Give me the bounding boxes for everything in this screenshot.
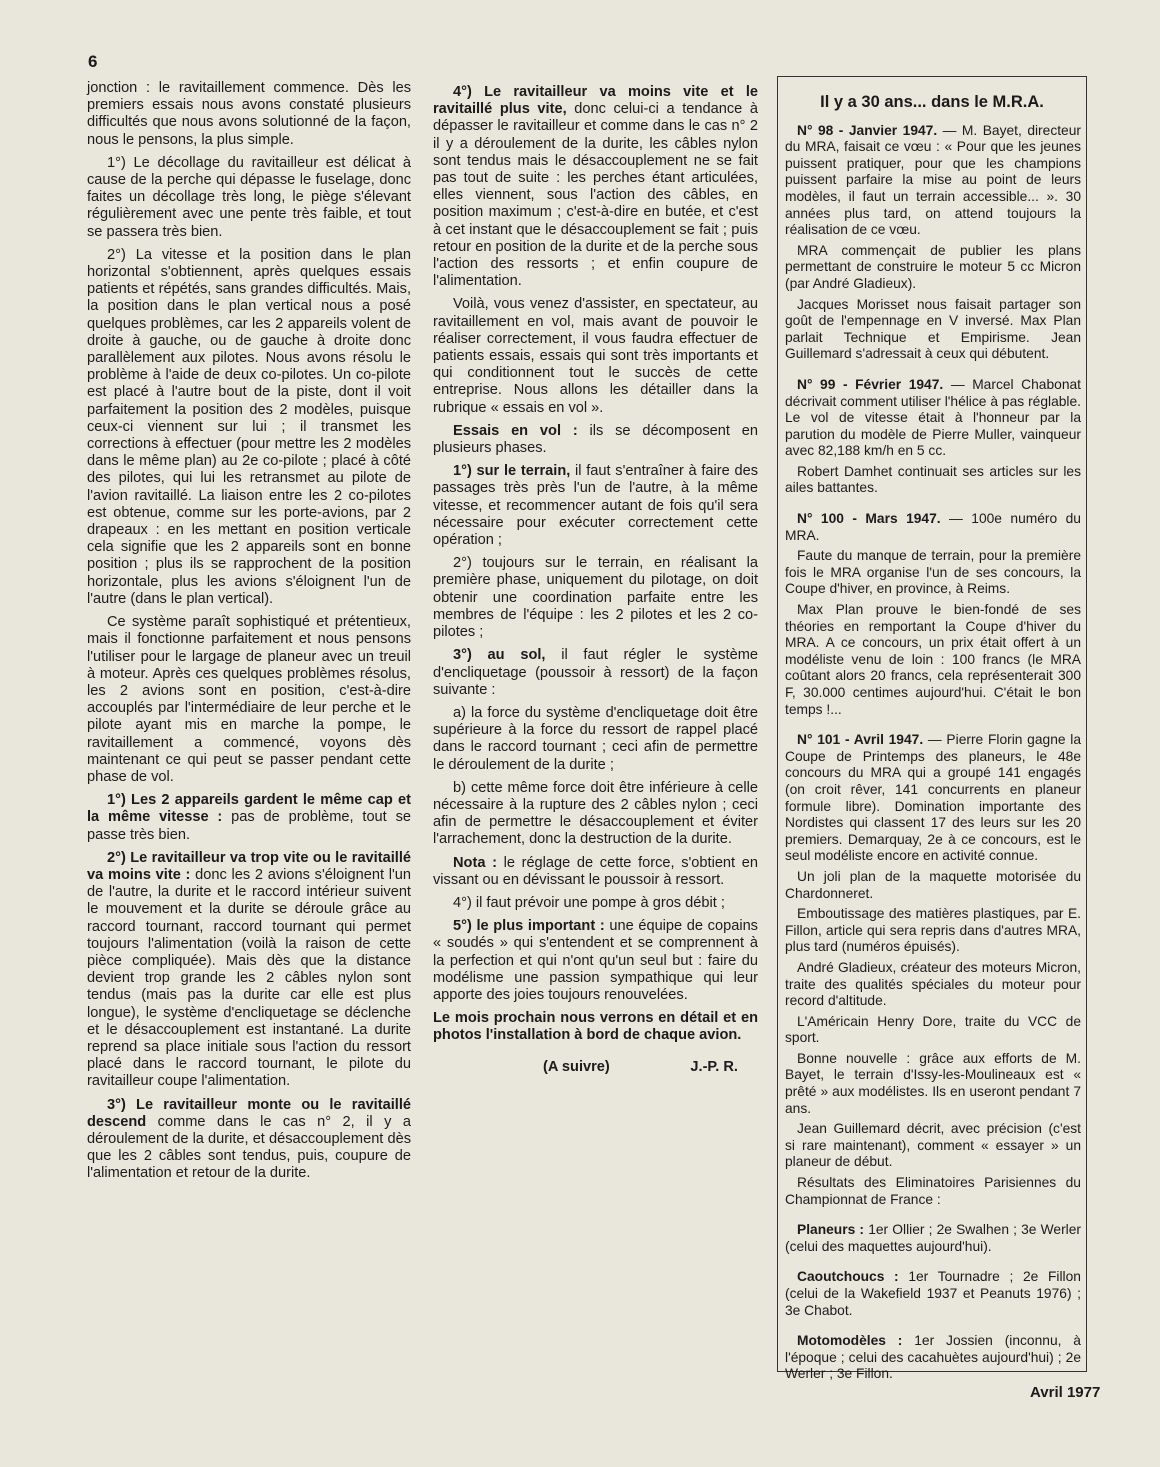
sidebar-text: 1er Ollier ; 2e Swalhen ; 3e Werler (celui des maquettes aujourd'hui). [785,1222,1081,1254]
bold-lead: 1°) sur le terrain, [453,463,571,480]
paragraph-text: ils se décomposent en plusieurs phases. [433,422,758,457]
col2-paragraph [433,555,758,641]
col2-paragraph [433,895,758,912]
paragraph-text: il faut régler le système d'encliquetage (poussoir à ressort) de la façon suivante : [433,647,758,698]
bold-lead: 1°) Les 2 appareils gardent le même cap et la même vitesse : [87,792,411,826]
sidebar-entry-heading: N° 100 - Mars 1947. [797,511,941,527]
paragraph-text: comme dans le cas n° 2, il y a déroulement de la durite, et désaccouplement dès que les 2 câbles sont tendus, puis, coupure de l'alimentation et retour de la durite. [87,1113,411,1182]
article-column-1 [87,80,411,1189]
col2-paragraph [433,855,758,889]
sidebar-paragraph [785,1121,1081,1171]
sidebar-paragraph [785,960,1081,1010]
paragraph-text: jonction : le ravitaillement commence. Dès les premiers essais nous avons constaté plusieurs difficultés que nous avons solutionné de la façon, nous le pensons, la plus simple. [87,80,411,148]
sidebar-paragraph [785,123,1081,239]
paragraph-text: a) la force du système d'encliquetage doit être supérieure à la force du ressort de rappel placé dans le raccord tournant ; ceci afin de permettre le déroulement de la durite ; [433,704,758,773]
bold-lead: Essais en vol : [453,422,578,439]
sidebar-paragraph [785,377,1081,460]
col1-paragraph [87,247,411,608]
sidebar-text: — Marcel Chabonat décrivait comment utiliser l'hélice à pas réglable. Le vol de vitesse était à l'honneur par la parution du modèle de Pierre Muller, vainqueur avec 82,188 km/h en 5 cc. [785,376,1081,459]
closing-note: Le mois prochain nous verrons en détail et en photos l'installation à bord de chaque avion. [433,1010,758,1044]
sidebar-text: Max Plan prouve le bien-fondé de ses théories en remportant la Coupe d'hiver du MRA. A ce concours, un prix était offert à un modéliste venu de loin : 100 francs (le MRA coûtant alors 20 francs, cela représenterait 300 F, 30.000 centimes aujourd'hui. C'était le bon temps !... [785,602,1081,717]
sidebar-text: Jean Guillemard décrit, avec précision (c'est si rare maintenant), comment « essayer » un planeur de début. [785,1121,1081,1170]
sidebar-entry [785,1333,1081,1383]
col2-paragraph [433,423,758,457]
article-column-2-body [433,84,758,1004]
sidebar-column [777,88,1087,1397]
bold-lead: 4°) Le ravitailleur va moins vite et le ravitaillé plus vite, [433,84,758,118]
paragraph-text: il faut s'entraîner à faire des passages très près l'un de l'autre, à la même vitesse, et recommencer autant de fois qu'il sera nécessaire pour exécuter correctement cette opération ; [433,463,758,549]
bold-lead: 5°) le plus important : [453,918,605,935]
bold-lead: 2°) Le ravitailleur va trop vite ou le ravitaillé va moins vite : [87,849,411,883]
bold-lead: 3°) Le ravitailleur monte ou le ravitaillé descend [87,1096,411,1130]
col1-paragraph [87,155,411,241]
to-follow-label: (A suivre) [543,1058,610,1075]
bold-lead: 3°) au sol, [453,647,546,664]
paragraph-text: b) cette même force doit être inférieure à celle nécessaire à la rupture des 2 câbles nylon ; ceci afin de permettre le désaccouplement et éviter l'arrachement, donc la destruction de la durite. [433,779,758,848]
sidebar-entry-heading: Planeurs : [797,1222,865,1238]
sidebar-entry [785,511,1081,718]
paragraph-text: donc les 2 avions s'éloignent l'un de l'autre, la durite et le raccord intérieur suivent le mouvement et la durite se déroule grâce au raccord tournant, raccord tournant qui permet toujours l'alimentation (voilà la raison de cette pièce compliquée). Mais dès que la distance devient trop grande les 2 câbles nylon sont tendus (mais pas la durite car elle est plus longue), le système d'encliquetage se déclenche et le désaccouplement est instantané. La durite reprend sa place initiale sous l'action du ressort placé dans le raccord tournant, le pilote du ravitailleur coupe l'alimentation. [87,866,411,1090]
col1-paragraph [87,792,411,844]
sidebar-entry [785,1222,1081,1255]
sidebar-title: Il y a 30 ans... dans le M.R.A. [820,93,1044,111]
sidebar-text: — 100e numéro du MRA. [785,511,1081,543]
sidebar-text: — Pierre Florin gagne la Coupe de Printemps des planeurs, le 48e concours du MRA qui a groupé 141 engagés (on croit rêver, 141 concurrents en planeur formule libre). Domination importante des Nordistes qui classent 17 des leurs sur les 20 premiers. Demarquay, 2e à ce concours, est le seul modéliste encore en activité connue. [785,732,1081,864]
col2-paragraph [433,647,758,699]
sidebar-entry [785,1269,1081,1319]
sidebar-entry [785,123,1081,363]
sidebar-paragraph [785,602,1081,718]
sidebar-text: 1er Jossien (inconnu, à l'époque ; celui des cacahuètes aujourd'hui) ; 2e Werler ; 3e Fillon. [785,1333,1081,1382]
col2-paragraph [433,705,758,774]
sidebar-entry [785,732,1081,1208]
paragraph-text: le réglage de cette force, s'obtient en vissant ou en dévissant le poussoir à ressort. [433,854,758,888]
sidebar-text: Résultats des Eliminatoires Parisiennes du Championnat de France : [785,1175,1081,1207]
sidebar-paragraph [785,732,1081,865]
sidebar-paragraph [785,548,1081,598]
bold-lead: Nota : [453,854,497,871]
col1-paragraph [87,1097,411,1183]
sidebar-paragraph [785,1014,1081,1047]
article-signature-line [433,1059,758,1076]
paragraph-text: 2°) La vitesse et la position dans le plan horizontal s'obtiennent, après quelques essais patients et répétés, sans grandes difficultés. Mais, la position dans le plan vertical nous a posé quelques problèmes, car les 2 appareils volent de droite à gauche, ou de gauche à droite donc parallèlement aux pilotes. Nous avons résolu le problème à l'aide de deux co-pilotes. Un co-pilote est placé à l'autre bout de la piste, dont il voit parfaitement la position des 2 modèles, puisque ceux-ci viennent sur lui ; il transmet les corrections à effectuer (pour mettre les 2 modèles dans le même plan) au 2e co-pilote ; placé à côté des pilotes, qui lui les retransmet au pilote de l'avion ravitaillé. La liaison entre les 2 co-pilotes est obtenue, comme sur les porte-avions, par 2 drapeaux : en les mettant en position verticale cela signifie que les 2 appareils sont en bonne position ; plus ils se rapprochent de la position horizontale, plus les avions s'éloignent l'un de l'autre (dans le plan vertical). [87,246,411,607]
col1-paragraph [87,80,411,149]
sidebar-text: MRA commençait de publier les plans permettant de construire le moteur 5 cc Micron (par André Gladieux). [785,242,1081,291]
sidebar-paragraph [785,243,1081,293]
sidebar-entry-heading: Motomodèles : [797,1333,903,1349]
sidebar-text: L'Américain Henry Dore, traite du VCC de sport. [785,1013,1081,1046]
sidebar-paragraph [785,1051,1081,1117]
sidebar-entry [785,377,1081,497]
col2-paragraph [433,780,758,849]
sidebar-text: André Gladieux, créateur des moteurs Micron, traite des qualités spéciales du moteur pour record d'altitude. [785,959,1081,1009]
sidebar-text: Jacques Morisset nous faisait partager son goût de l'empennage en V inversé. Max Plan parlait Technique et Empirisme. Jean Guillemard s'adressait à ceux qui débutent. [785,296,1081,362]
sidebar-text: Bonne nouvelle : grâce aux efforts de M. Bayet, le terrain d'Issy-les-Moulineaux est « prêté » aux modélistes. Ils en useront pendant 7 ans. [785,1050,1081,1116]
paragraph-text: pas de problème, tout se passe très bien. [87,809,411,843]
article-column-2 [433,84,758,1076]
col2-paragraph [433,463,758,549]
paragraph-text: Voilà, vous venez d'assister, en spectateur, au ravitaillement en vol, mais avant de pouvoir le réaliser correctement, il vous faudra effectuer de patients essais, essais qui sont très importants et qui conditionnent tout le succès de cette entreprise. Nous allons les détailler dans la rubrique « essais en vol ». [433,296,758,416]
sidebar-entries [777,123,1087,1383]
sidebar-text: — M. Bayet, directeur du MRA, faisait ce vœu : « Pour que les jeunes puissent pratiquer, pour que les champions puissent parfaire la mise au point de leurs modèles, il faut un terrain accessible... ». 30 années plus tard, on attend toujours la réalisation de ce vœu. [785,122,1081,238]
sidebar-paragraph [785,1175,1081,1208]
sidebar-paragraph [785,297,1081,363]
paragraph-text: 2°) toujours sur le terrain, en réalisant la première phase, uniquement du pilotage, on doit obtenir une coordination parfaite entre les membres de l'équipe : les 2 pilotes et les 2 co-pilotes ; [433,555,758,641]
sidebar-entry-heading: Caoutchoucs : [797,1269,899,1285]
sidebar-text: Emboutissage des matières plastiques, par E. Fillon, article qui sera repris dans d'autres MRA, plus tard (numéros épuisés). [785,906,1081,955]
sidebar-entry-heading: N° 101 - Avril 1947. [797,732,924,748]
paragraph-text: donc celui-ci a tendance à dépasser le ravitailleur et comme dans le cas n° 2 il y a déroulement de la durite, les câbles nylon sont tendus mais le désaccouplement ne se fait pas tout de suite : les perches étant articulées, elles viennent, sous l'action des câbles, en position maximum ; c'est-à-dire en butée, et c'est à cet instant que le désaccouplement se fait ; puis retour en position de la durite et de la perche sous l'action des ressorts ; et enfin coupure de l'alimentation. [433,101,758,290]
col2-paragraph [433,296,758,416]
sidebar-paragraph [785,869,1081,902]
paragraph-text: 1°) Le décollage du ravitailleur est délicat à cause de la perche qui dépasse le fuselage, donc faites un décollage très long, le piège s'élevant régulièrement avec une pente très faible, et tout se passera très bien. [87,154,411,240]
paragraph-text: Ce système paraît sophistiqué et prétentieux, mais il fonctionne parfaitement et nous pensons l'utiliser pour le largage de planeur avec un treuil à moteur. Après ces quelques problèmes résolus, les 2 avions sont en position, c'est-à-dire accouplés par l'intermédiaire de leur perche et le pilote ayant mis en marche la pompe, le ravitaillement a commencé, voyons dès maintenant ce qui peut se passer pendant cette phase de vol. [87,614,411,785]
issue-date: Avril 1977 [1030,1384,1101,1401]
sidebar-entry-heading: N° 98 - Janvier 1947. [797,122,938,138]
sidebar-paragraph [785,1222,1081,1255]
sidebar-paragraph [785,906,1081,956]
col1-paragraph [87,850,411,1091]
sidebar-paragraph [785,511,1081,544]
author-signature: J.-P. R. [690,1058,738,1075]
sidebar-paragraph [785,464,1081,497]
sidebar-entry-heading: N° 99 - Février 1947. [797,376,944,392]
col2-paragraph [433,918,758,1004]
sidebar-paragraph [785,1333,1081,1383]
page-number: 6 [88,52,98,71]
sidebar-paragraph [785,1269,1081,1319]
col1-paragraph [87,614,411,786]
sidebar-text: Un joli plan de la maquette motorisée du Chardonneret. [785,868,1081,901]
sidebar-text: Faute du manque de terrain, pour la première fois le MRA organise l'un de ses concours, la Coupe d'hiver, en province, à Reims. [785,548,1081,597]
paragraph-text: une équipe de copains « soudés » qui s'entendent et se comprennent à la perfection et qui n'ont qu'un seul but : faire du modélisme une passion sympathique qui leur apporte des joies toujours renouvelées. [433,918,758,1003]
col2-paragraph [433,84,758,290]
sidebar-text: 1er Tournadre ; 2e Fillon (celui de la Wakefield 1937 et Peanuts 1976) ; 3e Chabot. [785,1269,1081,1318]
paragraph-text: 4°) il faut prévoir une pompe à gros débit ; [453,894,725,911]
sidebar-text: Robert Damhet continuait ses articles sur les ailes battantes. [785,463,1081,496]
